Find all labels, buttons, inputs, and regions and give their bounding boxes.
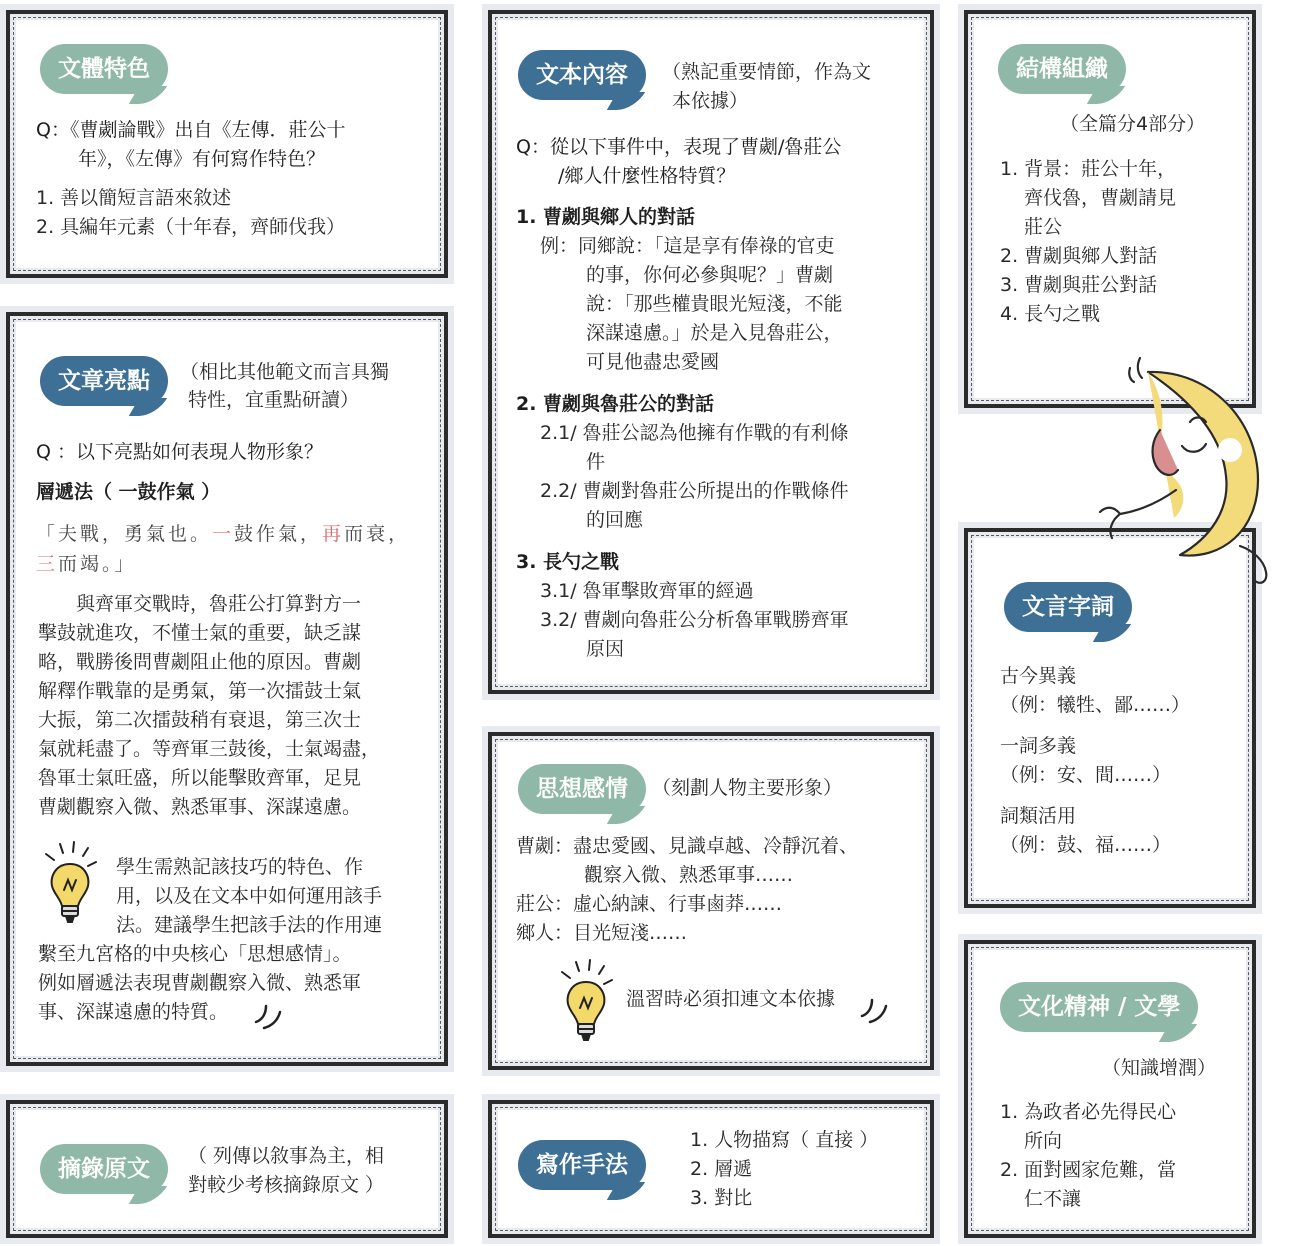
- vocabulary-line-6: （例：鼓、福……）: [1000, 834, 1172, 856]
- excerpt-note-line-2: 對較少考核摘錄原文 ）: [188, 1174, 385, 1196]
- bubble-excerpt: 摘錄原文: [40, 1144, 168, 1194]
- thoughts-line-3: 莊公：虛心納諫、行事鹵莽……: [516, 893, 783, 915]
- culture-item-2a: 2. 面對國家危難，當: [1000, 1159, 1177, 1181]
- bubble-highlights: 文章亮點: [40, 356, 168, 406]
- lightbulb-icon: [556, 958, 616, 1044]
- highlights-paragraph-1: 與齊軍交戰時，魯莊公打算對方一: [76, 593, 362, 615]
- genre-answer-1: 1. 善以簡短言語來敘述: [36, 187, 232, 209]
- crescent-moon-mascot: [1090, 350, 1290, 590]
- vocabulary-line-4: （例：安、間……）: [1000, 764, 1172, 786]
- highlights-quote-line-2: 三而竭。」: [36, 553, 137, 575]
- content-heading-3: 3. 長勺之戰: [516, 551, 620, 573]
- structure-item-3: 3. 曹劌與莊公對話: [1000, 274, 1158, 296]
- content-item-2-1b: 件: [586, 451, 606, 473]
- highlights-quote-line-1: 「夫戰，勇氣也。一鼓作氣，再而衰，: [36, 523, 411, 545]
- lightbulb-icon: [40, 840, 100, 926]
- bubble-genre-features: 文體特色: [40, 44, 168, 94]
- techniques-item-3: 3. 對比: [690, 1187, 753, 1209]
- highlights-note-line-2: 特性，宜重點研讀）: [188, 389, 360, 411]
- content-heading-1: 1. 曹劌與鄉人的對話: [516, 206, 696, 228]
- content-question-line-1: Q：從以下事件中，表現了曹劌/魯莊公: [516, 136, 842, 158]
- genre-answer-2: 2. 具編年元素（十年春，齊師伐我）: [36, 216, 346, 238]
- highlights-paragraph-5: 大振，第二次擂鼓稍有衰退，第三次士: [38, 709, 362, 731]
- highlights-subheading: 層遞法（ 一鼓作氣 ）: [36, 481, 221, 503]
- content-heading-2: 2. 曹劌與魯莊公的對話: [516, 393, 715, 415]
- content-example-line-5: 可見他盡忠愛國: [586, 351, 720, 373]
- bubble-structure: 結構組織: [998, 44, 1126, 94]
- culture-note: （知識增潤）: [1102, 1057, 1217, 1079]
- highlights-paragraph-6: 氣就耗盡了。等齊軍三鼓後，士氣竭盡，: [38, 738, 381, 760]
- content-item-3-1: 3.1/ 魯軍擊敗齊軍的經過: [540, 580, 754, 602]
- structure-item-1c: 莊公: [1024, 216, 1063, 238]
- thoughts-note: （刻劃人物主要形象）: [652, 777, 843, 799]
- highlights-tip-line-5: 例如層遞法表現曹劌觀察入微、熟悉軍: [38, 972, 362, 994]
- excerpt-note-line-1: （ 列傳以敘事為主，相: [188, 1145, 385, 1167]
- highlights-question: Q ：以下亮點如何表現人物形象？: [36, 441, 323, 463]
- highlights-tip-line-4: 繫至九宮格的中央核心「思想感情」。: [38, 943, 352, 965]
- highlights-tip-line-1: 學生需熟記該技巧的特色、作: [116, 856, 364, 878]
- bubble-classical-vocabulary: 文言字詞: [1004, 582, 1132, 632]
- thoughts-line-2: 觀察入微、熟悉軍事……: [584, 864, 794, 886]
- thoughts-line-1: 曹劌：盡忠愛國、見識卓越、冷靜沉着、: [516, 835, 859, 857]
- highlights-paragraph-2: 擊鼓就進攻，不懂士氣的重要，缺乏謀: [38, 622, 362, 644]
- content-note-line-2: 本依據）: [672, 90, 749, 112]
- structure-item-4: 4. 長勺之戰: [1000, 303, 1101, 325]
- bubble-thoughts-feelings: 思想感情: [518, 764, 646, 814]
- content-item-2-2b: 的回應: [586, 509, 644, 531]
- thoughts-line-4: 鄉人：目光短淺……: [516, 922, 688, 944]
- culture-item-1b: 所向: [1024, 1130, 1063, 1152]
- genre-question-line-2: 年》，《左傳》有何寫作特色？: [78, 148, 326, 170]
- highlights-paragraph-4: 解釋作戰靠的是勇氣，第一次擂鼓士氣: [38, 680, 362, 702]
- vocabulary-line-1: 古今異義: [1000, 665, 1077, 687]
- structure-note: （全篇分4部分）: [1060, 113, 1206, 135]
- culture-item-2b: 仁不讓: [1024, 1188, 1082, 1210]
- content-example-line-1: 例：同鄉說：「這是享有俸祿的官吏: [540, 235, 835, 257]
- highlights-tip-line-3: 法。建議學生把該手法的作用連: [116, 914, 383, 936]
- techniques-item-1: 1. 人物描寫（ 直接 ）: [690, 1129, 879, 1151]
- structure-item-1a: 1. 背景：莊公十年，: [1000, 158, 1177, 180]
- highlights-tip-line-6: 事、深謀遠慮的特質。: [38, 1001, 229, 1023]
- squiggle-icon: [252, 1000, 286, 1030]
- content-question-line-2: /鄉人什麼性格特質？: [558, 165, 736, 187]
- structure-item-1b: 齊伐魯，曹劌請見: [1024, 187, 1177, 209]
- content-example-line-3: 說：「那些權貴眼光短淺，不能: [586, 293, 843, 315]
- vocabulary-line-3: 一詞多義: [1000, 735, 1077, 757]
- content-item-3-2a: 3.2/ 曹劌向魯莊公分析魯軍戰勝齊軍: [540, 609, 849, 631]
- highlights-note-line-1: （相比其他範文而言具獨: [180, 361, 390, 383]
- content-note-line-1: （熟記重要情節，作為文: [662, 61, 872, 83]
- techniques-item-2: 2. 層遞: [690, 1158, 753, 1180]
- bubble-writing-techniques: 寫作手法: [518, 1140, 646, 1190]
- content-item-2-2a: 2.2/ 曹劌對魯莊公所提出的作戰條件: [540, 480, 849, 502]
- content-example-line-4: 深謀遠慮。」於是入見魯莊公，: [586, 322, 843, 344]
- content-item-3-2b: 原因: [586, 638, 625, 660]
- content-item-2-1a: 2.1/ 魯莊公認為他擁有作戰的有利條: [540, 422, 849, 444]
- squiggle-icon: [858, 994, 892, 1024]
- vocabulary-line-2: （例：犧牲、鄙……）: [1000, 694, 1191, 716]
- vocabulary-line-5: 詞類活用: [1000, 805, 1077, 827]
- content-example-line-2: 的事，你何必參與呢？」曹劌: [586, 264, 834, 286]
- bubble-text-content: 文本內容: [518, 50, 646, 100]
- highlights-paragraph-8: 曹劌觀察入微、熟悉軍事、深謀遠慮。: [38, 796, 362, 818]
- highlights-tip-line-2: 用，以及在文本中如何運用該手: [116, 885, 383, 907]
- bubble-culture-spirit: 文化精神 / 文學: [1000, 982, 1198, 1032]
- highlights-paragraph-7: 魯軍士氣旺盛，所以能擊敗齊軍，足見: [38, 767, 362, 789]
- thoughts-tip: 溫習時必須扣連文本依據: [626, 988, 836, 1010]
- culture-item-1a: 1. 為政者必先得民心: [1000, 1101, 1177, 1123]
- genre-question-line-1: Q：《曹劌論戰》出自《左傳．莊公十: [36, 119, 346, 141]
- highlights-paragraph-3: 略，戰勝後問曹劌阻止他的原因。曹劌: [38, 651, 362, 673]
- structure-item-2: 2. 曹劌與鄉人對話: [1000, 245, 1158, 267]
